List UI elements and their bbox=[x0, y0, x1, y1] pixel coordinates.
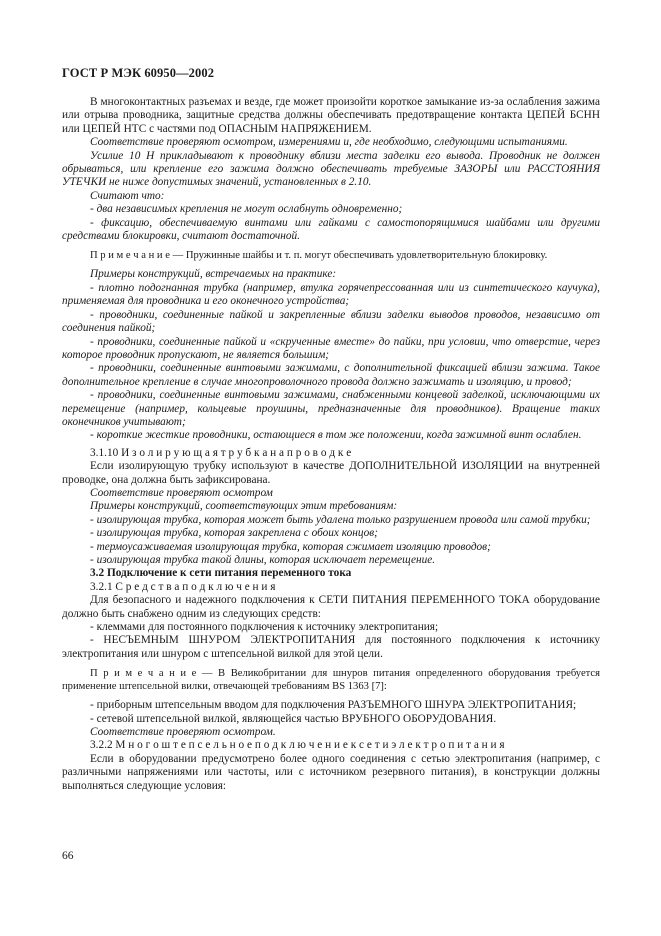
list-item: - изолирующая трубка такой длины, которая исключает перемещение. bbox=[90, 554, 436, 566]
subsection-heading: 3.2.1 С р е д с т в а п о д к л ю ч е н и я bbox=[90, 580, 276, 593]
paragraph: Если в оборудовании предусмотрено более одного соединения с сетью электропитания (например, с различными напряжениями или частоты, или с источником резервного питания), в конструкции должны выполняться следующие условия: bbox=[62, 752, 600, 792]
list-item: - два независимых крепления не могут ослабнуть одновременно; bbox=[90, 203, 403, 216]
list-item: - приборным штепсельным вводом для подключения РАЗЪЕМНОГО ШНУРА ЭЛЕКТРОПИТАНИЯ; bbox=[90, 699, 577, 712]
list-item: - изолирующая трубка, которая закреплена с обоих концов; bbox=[90, 527, 378, 540]
paragraph: Соответствие проверяют осмотром bbox=[90, 486, 273, 499]
list-item: - короткие жесткие проводники, остающиеся в том же положении, когда зажимной винт ослаблен. bbox=[90, 429, 582, 442]
paragraph: Считают что: bbox=[90, 189, 165, 202]
paragraph: Для безопасного и надежного подключения к СЕТИ ПИТАНИЯ ПЕРЕМЕННОГО ТОКА оборудование должно быть снабжено одним из следующих средств: bbox=[62, 594, 600, 620]
paragraph: Примеры конструкций, соответствующих этим требованиям: bbox=[90, 500, 398, 513]
list-item: - проводники, соединенные пайкой и закрепленные вблизи заделки выводов проводов, независимо от соединения пайкой; bbox=[62, 308, 600, 335]
note: П р и м е ч а н и е — Пружинные шайбы и т. п. могут обеспечивать удовлетворительную блокировку. bbox=[90, 250, 548, 262]
paragraph: Соответствие проверяют осмотром. bbox=[90, 726, 276, 739]
list-item: - проводники, соединенные винтовыми зажимами, с дополнительной фиксацией вблизи зажима. Такое дополнительное крепление в случае многопроволочного провода должно зажимать и изоляцию, и провод; bbox=[62, 362, 600, 388]
document-header: ГОСТ Р МЭК 60950—2002 bbox=[62, 66, 215, 80]
paragraph: Соответствие проверяют осмотром, измерениями и, где необходимо, следующими испытаниями. bbox=[90, 136, 568, 149]
paragraph: Если изолирующую трубку используют в качестве ДОПОЛНИТЕЛЬНОЙ ИЗОЛЯЦИИ на внутренней проводке, она должна быть зафиксирована. bbox=[62, 460, 600, 486]
section-heading: 3.2 Подключение к сети питания переменного тока bbox=[90, 567, 352, 580]
paragraph: Усилие 10 Н прикладывают к проводнику вблизи места заделки его вывода. Проводник не должен обрываться, или крепление его зажима должно обеспечивать требуемые ЗАЗОРЫ или РАССТОЯНИЯ УТЕЧКИ не ниже допустимых значений, установленных в 2.10. bbox=[62, 149, 600, 189]
list-item: - НЕСЪЕМНЫМ ШНУРОМ ЭЛЕКТРОПИТАНИЯ для постоянного подключения к источнику электропитания или шнуром с штепсельной вилкой для этой цели. bbox=[62, 634, 600, 660]
list-item: - проводники, соединенные пайкой и «скрученные вместе» до пайки, при условии, что отверстие, через которое проводник пропускают, не является большим; bbox=[62, 335, 600, 361]
subsection-heading: 3.2.2 М н о г о ш т е п с е л ь н о е п о д к л ю ч е н и е к с е т и э л е к т р о п и т а н и я bbox=[90, 739, 505, 752]
paragraph: Примеры конструкций, встречаемых на практике: bbox=[90, 268, 337, 281]
paragraph: В многоконтактных разъемах и везде, где может произойти короткое замыкание из-за ослабления зажима или отрыва проводника, защитные средства должны обеспечивать предотвращение контакта ЦЕПЕЙ БСНН или ЦЕПЕЙ НТС с частями под ОПАСНЫМ НАПРЯЖЕНИЕМ. bbox=[62, 96, 600, 135]
list-item: - изолирующая трубка, которая может быть удалена только разрушением провода или самой трубки; bbox=[90, 513, 591, 526]
list-item: - клеммами для постоянного подключения к источнику электропитания; bbox=[90, 621, 439, 634]
note: П р и м е ч а н и е — В Великобритании для шнуров питания определенного оборудования требуется применение штепсельной вилки, отвечающей требованиям BS 1363 [7]: bbox=[62, 668, 600, 693]
section-heading: 3.1.10 И з о л и р у ю щ а я т р у б к а н а п р о в о д к е bbox=[90, 446, 352, 459]
page-number: 66 bbox=[62, 850, 74, 862]
list-item: - термоусаживаемая изолирующая трубка, которая сжимает изоляцию проводов; bbox=[90, 540, 491, 553]
list-item: - фиксацию, обеспечиваемую винтами или гайками с самостопорящимися шайбами или другими средствами блокировки, считают достаточной. bbox=[62, 216, 600, 243]
document-body bbox=[62, 96, 600, 793]
list-item: - сетевой штепсельной вилкой, являющейся частью ВРУБНОГО ОБОРУДОВАНИЯ. bbox=[90, 712, 497, 725]
list-item: - проводники, соединенные винтовыми зажимами, снабженными концевой заделкой, исключающими их перемещение (например, кольцевые проушины, предназначенные для проводников). Вращение таких оконечников учитывают; bbox=[62, 389, 600, 428]
list-item: - плотно подогнанная трубка (например, втулка горячепрессованная или из синтетического каучука), применяемая для проводника и его оконечного устройства; bbox=[62, 281, 600, 308]
